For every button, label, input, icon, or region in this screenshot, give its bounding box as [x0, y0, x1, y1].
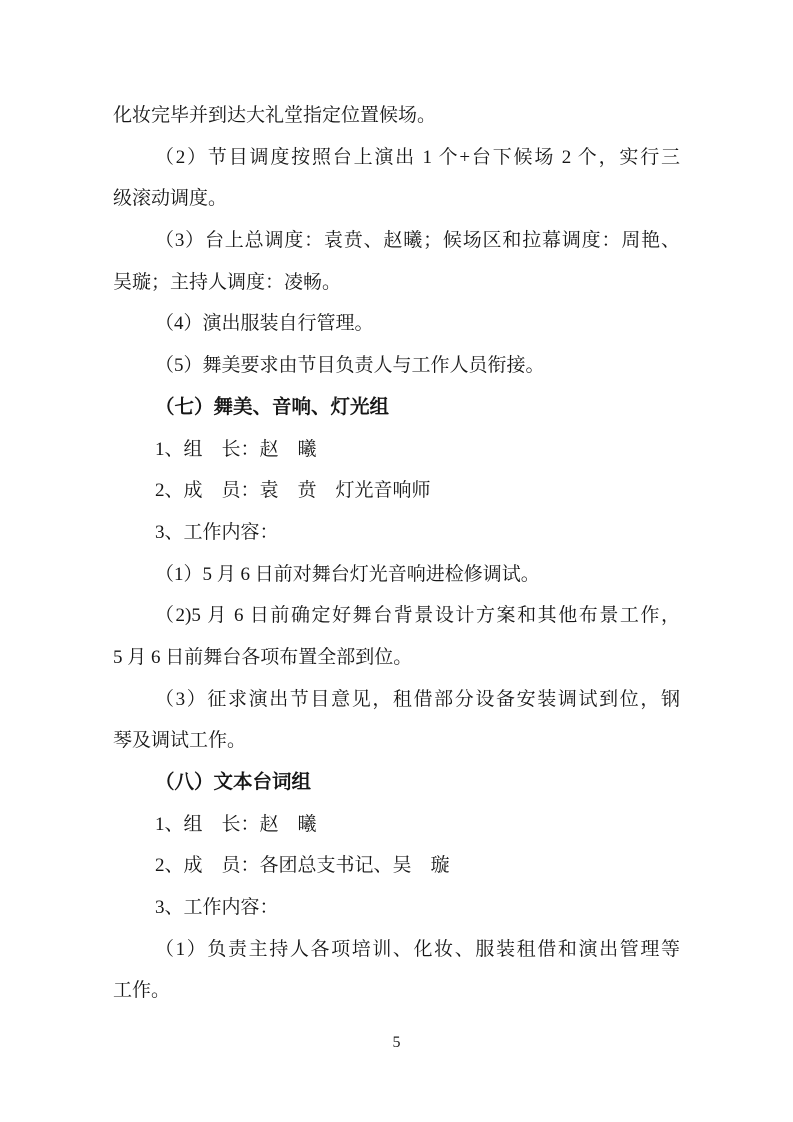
doc-line-1: 化妆完毕并到达大礼堂指定位置候场。 — [113, 105, 437, 126]
doc-line-4: （3）台上总调度：袁贲、赵曦；候场区和拉幕调度：周艳、 — [155, 230, 680, 252]
doc-line-12: （1）5 月 6 日前对舞台灯光音响进检修调试。 — [155, 563, 540, 585]
doc-line-7: （5）舞美要求由节目负责人与工作人员衔接。 — [155, 355, 545, 377]
doc-line-16: 琴及调试工作。 — [113, 730, 247, 752]
doc-line-22: 工作。 — [113, 980, 171, 1002]
doc-line-15: （3）征求演出节目意见，租借部分设备安装调试到位，钢 — [155, 688, 680, 710]
doc-line-5: 吴璇；主持人调度：凌畅。 — [113, 271, 342, 293]
section-heading-7: （七）舞美、音响、灯光组 — [155, 395, 390, 418]
section-heading-8: （八）文本台词组 — [155, 771, 312, 793]
doc-line-2: （2）节目调度按照台上演出 1 个+台下候场 2 个，实行三 — [155, 146, 680, 168]
doc-line-10: 2、成 员：袁 贲 灯光音响师 — [155, 480, 431, 502]
page-number: 5 — [392, 1034, 401, 1051]
doc-line-3: 级滚动调度。 — [113, 188, 228, 210]
doc-line-21: （1）负责主持人各项培训、化妆、服装租借和演出管理等 — [155, 938, 680, 960]
document-body — [113, 95, 680, 1012]
doc-line-9: 1、组 长：赵 曦 — [155, 438, 317, 460]
doc-line-18: 1、组 长：赵 曦 — [155, 813, 317, 835]
doc-line-13: （2)5 月 6 日前确定好舞台背景设计方案和其他布景工作， — [155, 605, 680, 627]
doc-line-14: 5 月 6 日前舞台各项布置全部到位。 — [113, 646, 413, 668]
doc-line-6: （4）演出服装自行管理。 — [155, 313, 374, 335]
doc-line-20: 3、工作内容： — [155, 897, 279, 919]
doc-line-11: 3、工作内容： — [155, 521, 279, 543]
doc-line-19: 2、成 员：各团总支书记、吴 璇 — [155, 855, 450, 877]
